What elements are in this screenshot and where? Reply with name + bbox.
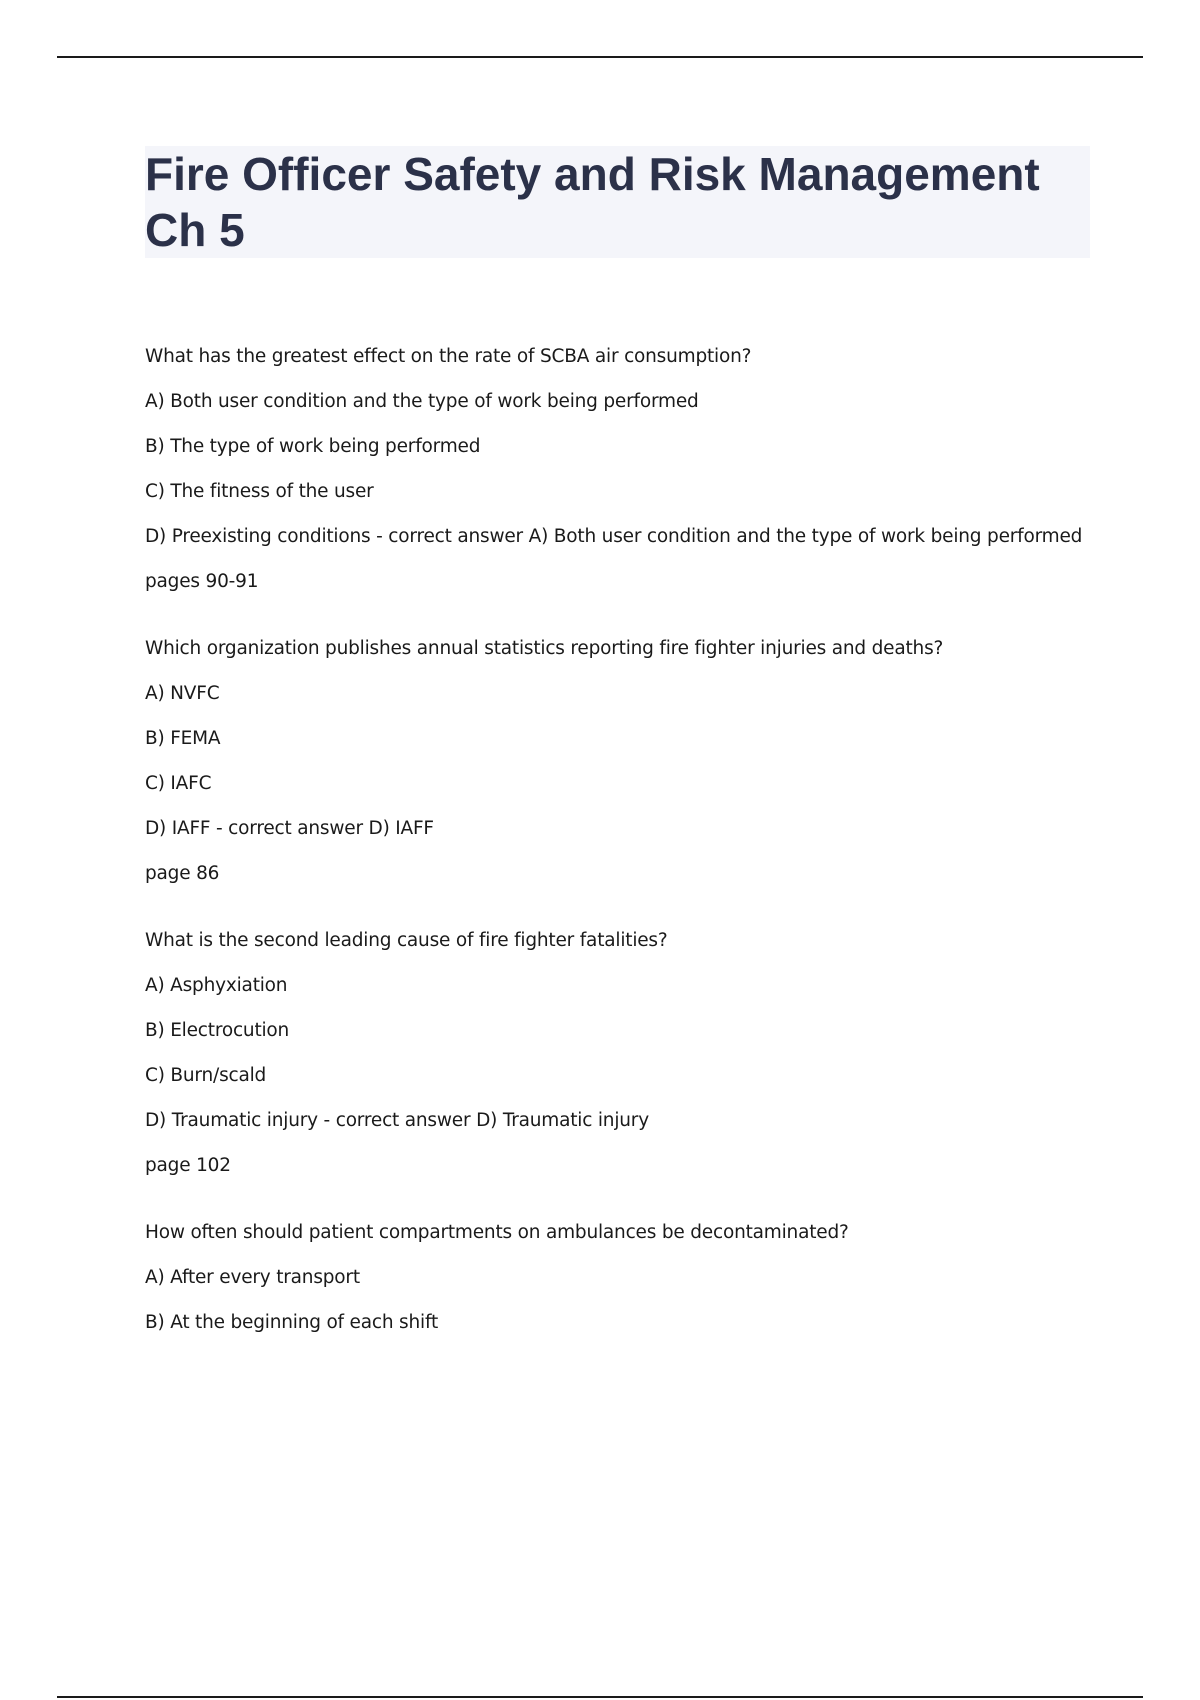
- page-reference: page 86: [145, 863, 220, 884]
- page-title: Fire Officer Safety and Risk Management Ch 5: [145, 148, 1040, 256]
- answer-option: C) IAFC: [145, 773, 212, 794]
- question-block-3: [145, 930, 1105, 1177]
- question-text: Which organization publishes annual statistics reporting fire fighter injuries and deaths?: [145, 638, 944, 659]
- answer-option: D) Traumatic injury - correct answer D) Traumatic injury: [145, 1110, 649, 1131]
- answer-option: B) At the beginning of each shift: [145, 1312, 438, 1333]
- page-reference: page 102: [145, 1155, 231, 1176]
- question-block-1: [145, 346, 1105, 593]
- answer-option: A) NVFC: [145, 683, 220, 704]
- question-text: How often should patient compartments on ambulances be decontaminated?: [145, 1222, 849, 1243]
- answer-option: A) Asphyxiation: [145, 975, 288, 996]
- page-reference: pages 90-91: [145, 571, 259, 592]
- question-text: What is the second leading cause of fire fighter fatalities?: [145, 930, 668, 951]
- question-block-4: [145, 1222, 1105, 1334]
- question-text: What has the greatest effect on the rate of SCBA air consumption?: [145, 346, 752, 367]
- answer-option: A) After every transport: [145, 1267, 360, 1288]
- question-block-2: [145, 638, 1105, 885]
- answer-option: A) Both user condition and the type of work being performed: [145, 391, 699, 412]
- footer-rule: [57, 1696, 1143, 1698]
- answer-option: B) FEMA: [145, 728, 221, 749]
- answer-option: D) IAFF - correct answer D) IAFF: [145, 818, 434, 839]
- title-block: [145, 146, 1090, 258]
- answer-option: B) The type of work being performed: [145, 436, 481, 457]
- question-list: [145, 346, 1105, 1357]
- answer-option: B) Electrocution: [145, 1020, 290, 1041]
- header-rule: [57, 56, 1143, 58]
- answer-option: C) Burn/scald: [145, 1065, 267, 1086]
- answer-option: D) Preexisting conditions - correct answer A) Both user condition and the type of work being performed: [145, 526, 1083, 547]
- answer-option: C) The fitness of the user: [145, 481, 374, 502]
